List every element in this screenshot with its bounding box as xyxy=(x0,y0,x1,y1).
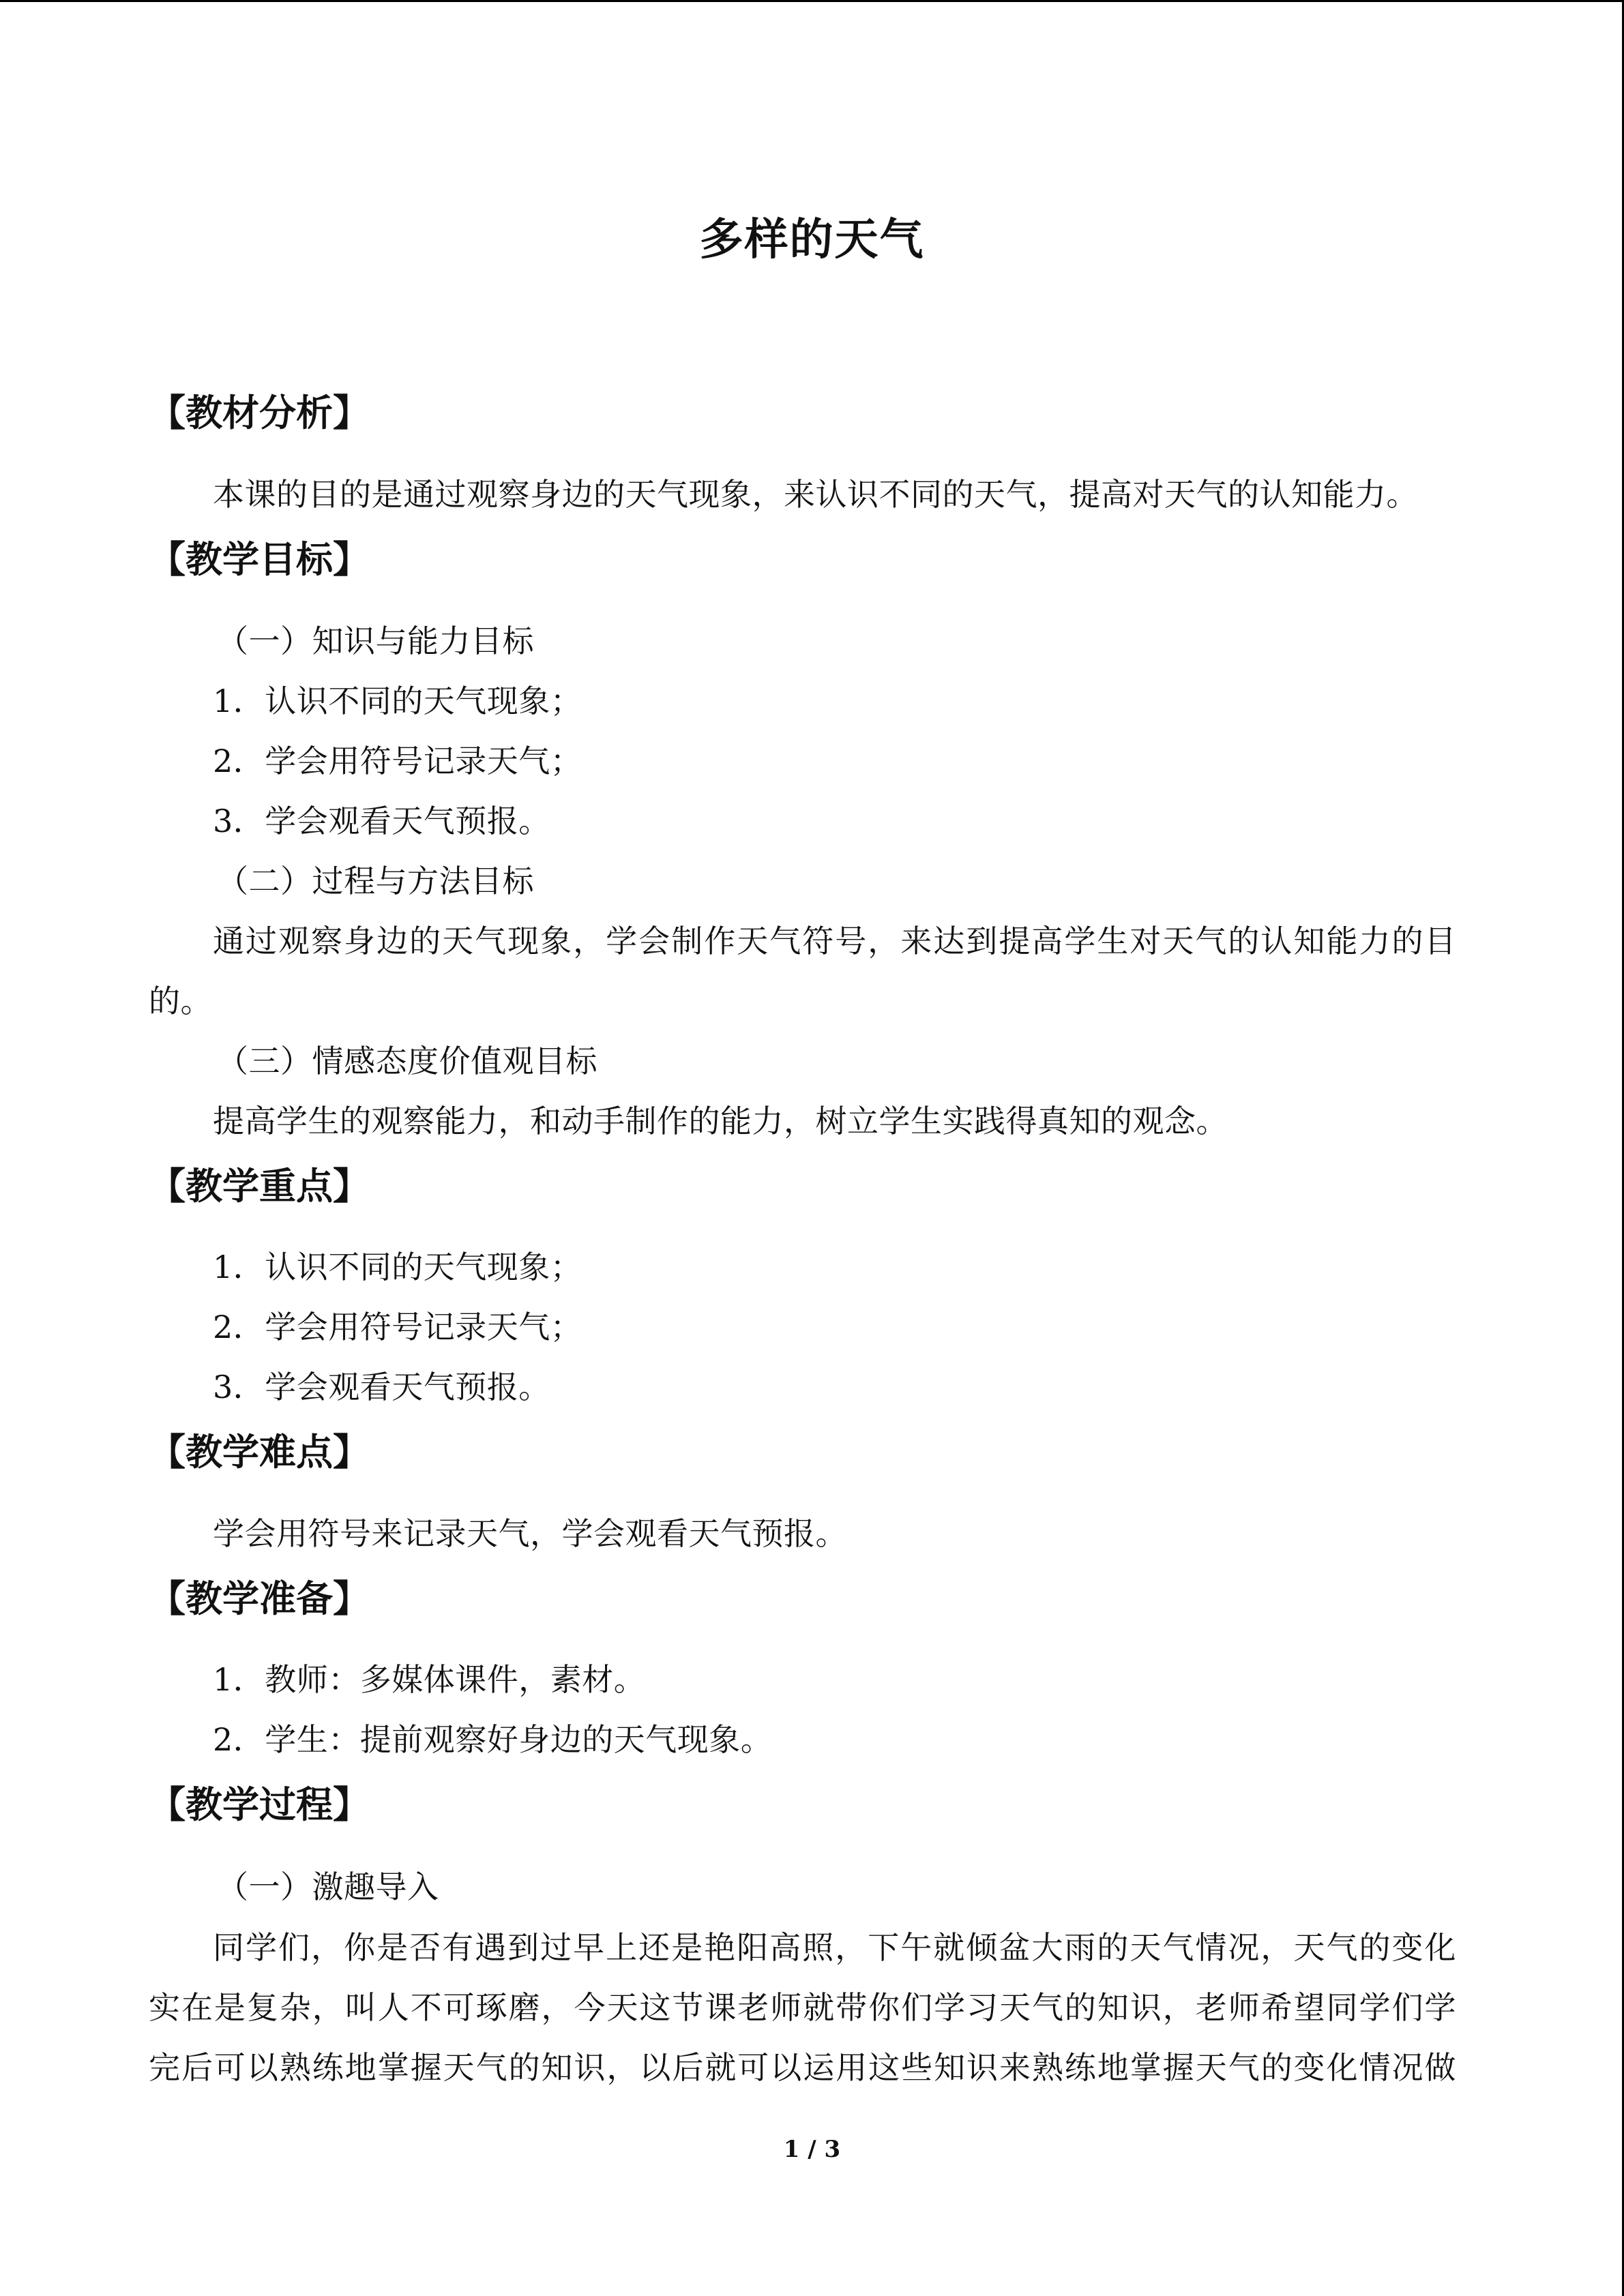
heading-analysis: 【教材分析】 xyxy=(149,391,370,434)
process-para-line1: 同学们，你是否有遇到过早上还是艳阳高照，下午就倾盆大雨的天气情况，天气的变化 xyxy=(213,1929,1456,1966)
objectives-para2-line1: 通过观察身边的天气现象，学会制作天气符号，来达到提高学生对天气的认知能力的目 xyxy=(213,923,1456,959)
objectives-sub3: （三）情感态度价值观目标 xyxy=(217,1043,597,1079)
key-points-item3: 3．学会观看天气预报。 xyxy=(213,1369,550,1405)
difficulties-text: 学会用符号来记录天气，学会观看天气预报。 xyxy=(213,1515,847,1552)
objectives-para2-line2: 的。 xyxy=(149,983,212,1019)
heading-process: 【教学过程】 xyxy=(149,1783,370,1826)
preparation-item1: 1．教师：多媒体课件，素材。 xyxy=(213,1661,646,1698)
objectives-item1: 1．认识不同的天气现象； xyxy=(213,683,582,719)
key-points-item2: 2．学会用符号记录天气； xyxy=(213,1309,582,1345)
objectives-item2: 2．学会用符号记录天气； xyxy=(213,743,582,779)
heading-preparation: 【教学准备】 xyxy=(149,1577,370,1620)
heading-objectives: 【教学目标】 xyxy=(149,537,370,581)
analysis-text: 本课的目的是通过观察身边的天气现象，来认识不同的天气，提高对天气的认知能力。 xyxy=(213,476,1418,513)
objectives-item3: 3．学会观看天气预报。 xyxy=(213,803,550,839)
process-para-line2: 实在是复杂，叫人不可琢磨，今天这节课老师就带你们学习天气的知识，老师希望同学们学 xyxy=(149,1989,1456,2026)
preparation-item2: 2．学生：提前观察好身边的天气现象。 xyxy=(213,1721,773,1758)
process-para-line3: 完后可以熟练地掌握天气的知识，以后就可以运用这些知识来熟练地掌握天气的变化情况做 xyxy=(149,2049,1456,2086)
page-number: 1 / 3 xyxy=(783,2136,841,2163)
heading-key-points: 【教学重点】 xyxy=(149,1164,370,1208)
heading-difficulties: 【教学难点】 xyxy=(149,1430,370,1474)
objectives-sub2: （二）过程与方法目标 xyxy=(217,863,534,899)
page-border-top xyxy=(0,0,1624,2)
process-sub1: （一）激趣导入 xyxy=(217,1868,439,1905)
objectives-sub1: （一）知识与能力目标 xyxy=(217,623,534,659)
key-points-item1: 1．认识不同的天气现象； xyxy=(213,1249,582,1285)
objectives-para3: 提高学生的观察能力，和动手制作的能力，树立学生实践得真知的观念。 xyxy=(213,1103,1228,1139)
document-title: 多样的天气 xyxy=(699,214,925,265)
